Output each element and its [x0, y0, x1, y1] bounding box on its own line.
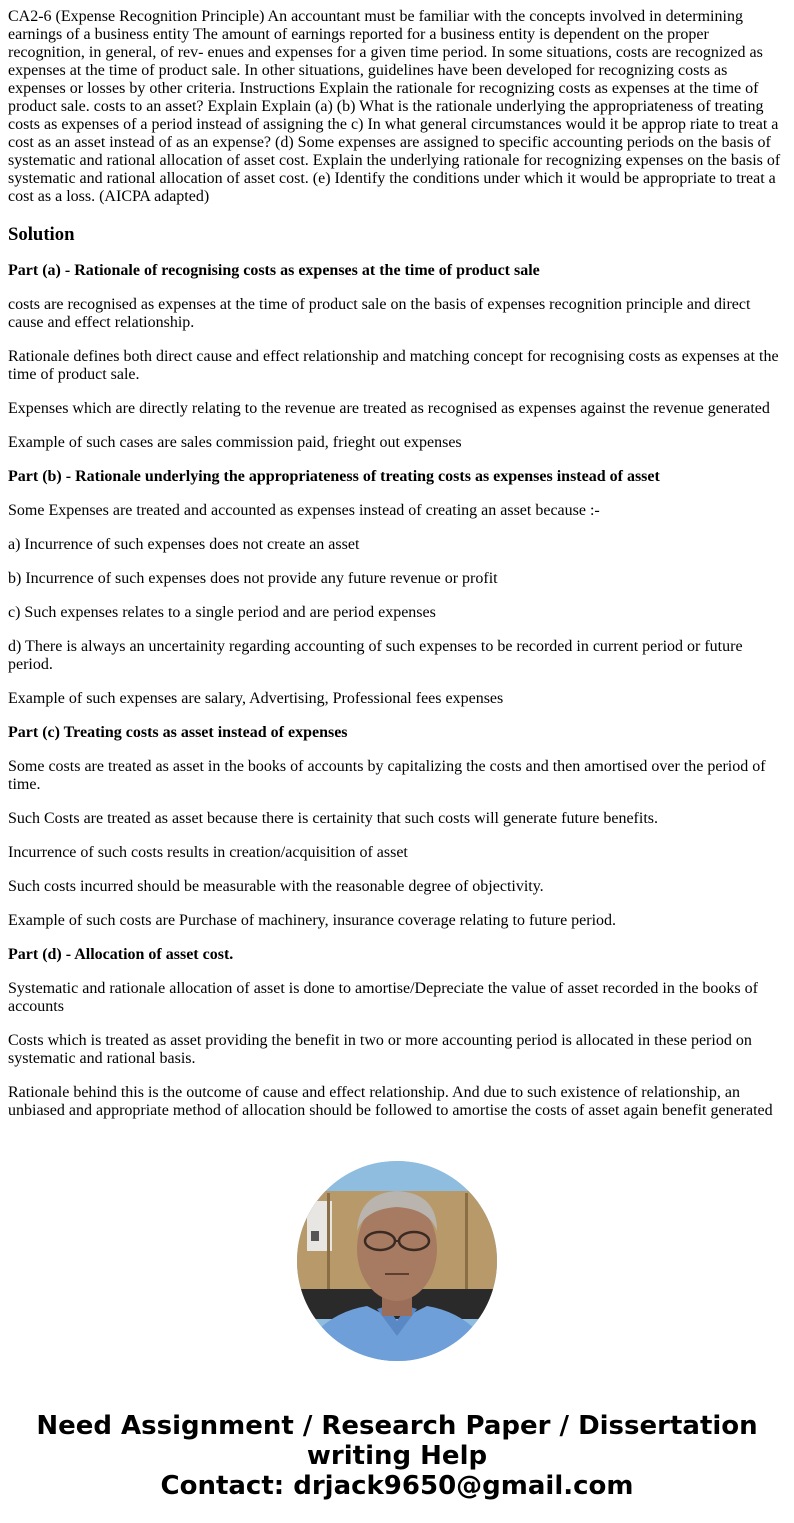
paragraph: Such Costs are treated as asset because there is certainity that such costs will generate future benefits.	[8, 810, 658, 827]
paragraph: Costs which is treated as asset providing the benefit in two or more accounting period is allocated in these period on systematic and rational basis.	[8, 1032, 752, 1067]
part-d-section	[8, 946, 786, 1120]
paragraph: Such costs incurred should be measurable with the reasonable degree of objectivity.	[8, 878, 544, 895]
part-a-heading: Part (a) - Rationale of recognising costs as expenses at the time of product sale	[8, 262, 540, 279]
list-item: d) There is always an uncertainity regarding accounting of such expenses to be recorded in current period or future period.	[8, 638, 743, 673]
paragraph: Systematic and rationale allocation of asset is done to amortise/Depreciate the value of asset recorded in the books of accounts	[8, 980, 758, 1015]
paragraph: Some Expenses are treated and accounted as expenses instead of creating an asset because :-	[8, 502, 600, 519]
footer-line-1: Need Assignment / Research Paper / Dissertation	[36, 1411, 758, 1441]
part-c-heading: Part (c) Treating costs as asset instead of expenses	[8, 724, 348, 741]
paragraph: Example of such cases are sales commission paid, frieght out expenses	[8, 434, 462, 451]
paragraph: Expenses which are directly relating to the revenue are treated as recognised as expenses against the revenue generated	[8, 400, 770, 417]
paragraph: Example of such expenses are salary, Advertising, Professional fees expenses	[8, 690, 504, 707]
paragraph: Rationale defines both direct cause and effect relationship and matching concept for recognising costs as expenses at the time of product sale.	[8, 348, 779, 383]
paragraph: Rationale behind this is the outcome of cause and effect relationship. And due to such existence of relationship, an unbiased and appropriate method of allocation should be followed to amortise the costs of asset again benefit generated	[8, 1084, 773, 1119]
person-photo-avatar-icon	[297, 1161, 497, 1361]
paragraph: Incurrence of such costs results in creation/acquisition of asset	[8, 844, 408, 861]
part-b-heading: Part (b) - Rationale underlying the appropriateness of treating costs as expenses instead of asset	[8, 468, 660, 485]
part-a-section	[8, 262, 786, 452]
part-d-heading: Part (d) - Allocation of asset cost.	[8, 946, 234, 963]
part-b-section	[8, 468, 786, 708]
list-item: a) Incurrence of such expenses does not create an asset	[8, 536, 360, 553]
paragraph: costs are recognised as expenses at the time of product sale on the basis of expenses recognition principle and direct cause and effect relationship.	[8, 296, 751, 331]
avatar	[297, 1161, 497, 1361]
solution-heading: Solution	[8, 224, 75, 245]
contact-footer	[0, 1411, 794, 1501]
avatar-container	[0, 1161, 794, 1361]
paragraph: Example of such costs are Purchase of machinery, insurance coverage relating to future period.	[8, 912, 617, 929]
list-item: b) Incurrence of such expenses does not provide any future revenue or profit	[8, 570, 498, 587]
paragraph: Some costs are treated as asset in the books of accounts by capitalizing the costs and then amortised over the period of time.	[8, 758, 766, 793]
part-c-section	[8, 724, 786, 930]
list-item: c) Such expenses relates to a single period and are period expenses	[8, 604, 436, 621]
footer-line-2: writing Help	[306, 1441, 488, 1471]
footer-contact-line: Contact: drjack9650@gmail.com	[160, 1471, 634, 1501]
question-text: CA2-6 (Expense Recognition Principle) An accountant must be familiar with the concepts involved in determining earnings of a business entity The amount of earnings reported for a business entity is dependent on the proper recognition, in general, of rev- enues and expenses for a given time period. In some situations, costs are recognized as expenses at the time of product sale. In other situations, guidelines have been developed for recognizing costs as expenses or losses by other criteria. Instructions Explain the rationale for recognizing costs as expenses at the time of product sale. costs to an asset? Explain Explain (a) (b) What is the rationale underlying the appropriateness of treating costs as expenses of a period instead of assigning the c) In what general circumstances would it be approp riate to treat a cost as an asset instead of as an expense? (d) Some expenses are assigned to specific accounting periods on the basis of systematic and rational allocation of asset cost. Explain the underlying rationale for recognizing expenses on the basis of systematic and rational allocation of asset cost. (e) Identify the conditions under which it would be appropriate to treat a cost as a loss. (AICPA adapted)	[8, 8, 781, 205]
